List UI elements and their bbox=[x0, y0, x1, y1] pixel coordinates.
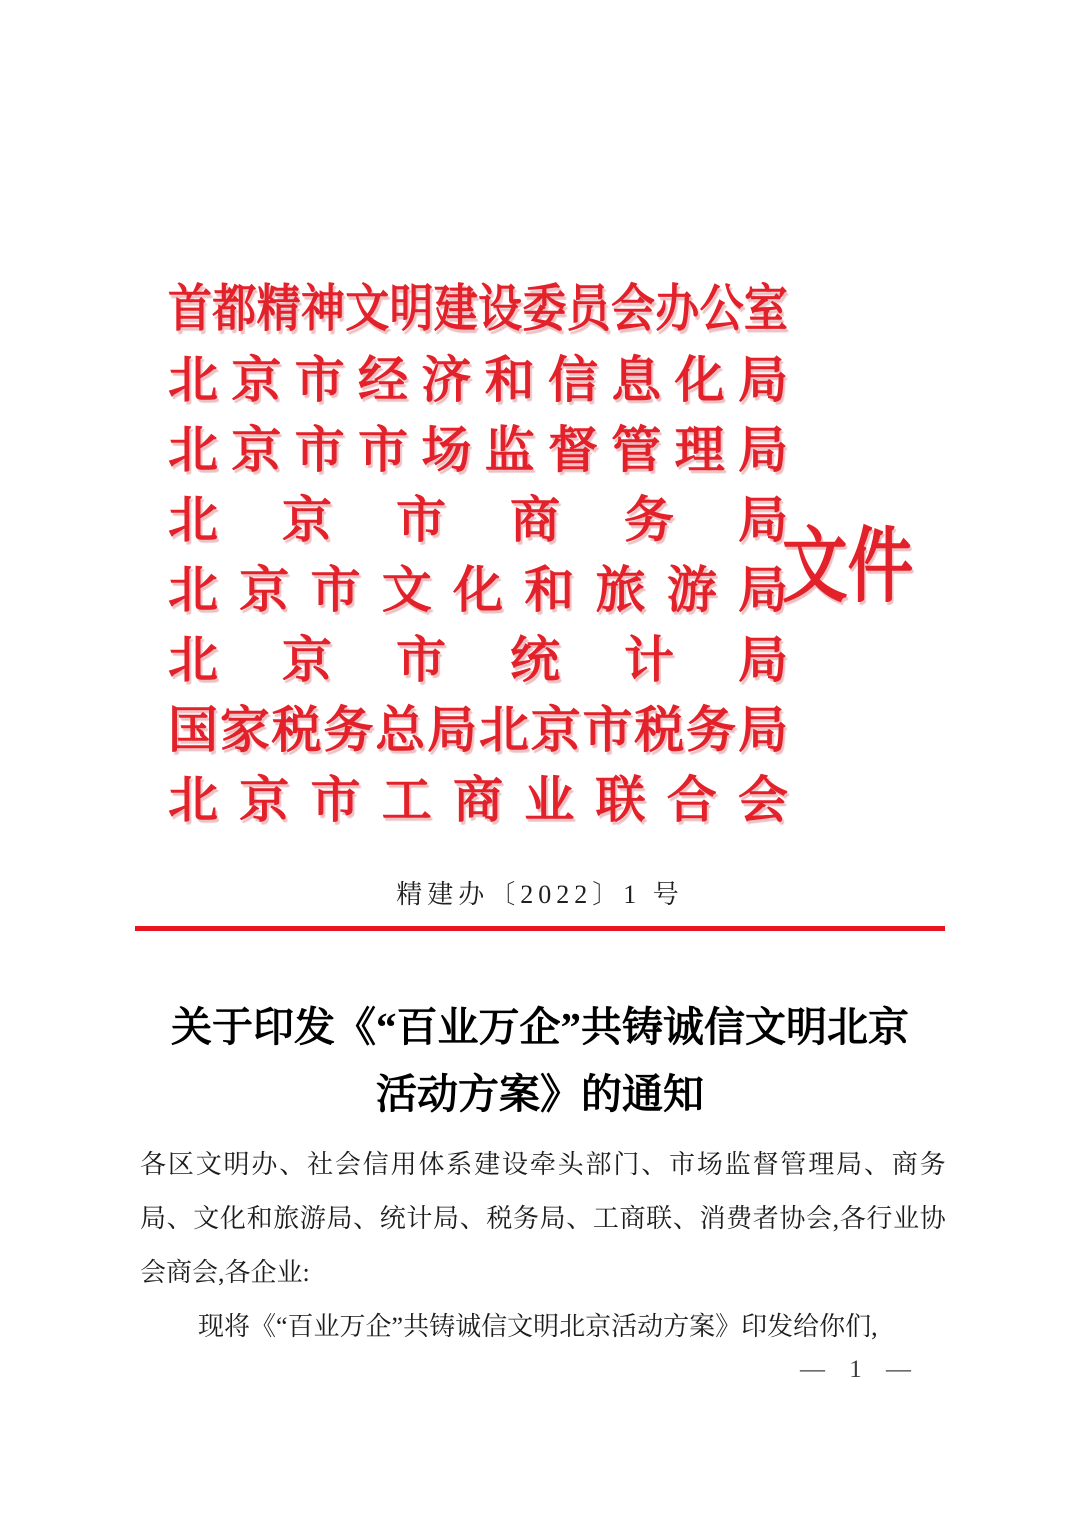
agency-line: 北 京 市 经 济 和 信 息 化 局 bbox=[168, 352, 788, 408]
document-label: 文件 bbox=[782, 521, 914, 612]
doc-number: 精建办〔2022〕1 号 bbox=[396, 880, 684, 909]
salutation-line: 会商会,各企业: bbox=[140, 1258, 310, 1287]
paragraph: 现将《“百业万企”共铸诚信文明北京活动方案》印发给你们, bbox=[198, 1312, 878, 1341]
agency-line: 北 京 市 统 计 局 bbox=[168, 632, 788, 688]
agency-line: 国 家 税 务 总 局 北 京 市 税 务 局 bbox=[168, 702, 788, 758]
agency-line: 北 京 市 文 化 和 旅 游 局 bbox=[168, 562, 788, 618]
salutation-line: 各 区 文 明 办 、 社 会 信 用 体 系 建 设 牵 头 部 门 、 市 场 监 督 管 理 局 、 商 务 bbox=[140, 1150, 946, 1179]
agency-line: 北 京 市 工 商 业 联 合 会 bbox=[168, 772, 788, 828]
salutation-line: 局 、 文 化 和 旅 游 局 、 统 计 局 、 税 务 局 、 工 商 联 、 消 费 者 协 会 , 各 行 业 协 bbox=[140, 1204, 946, 1233]
document-title-line1: 关于印发《“百业万企”共铸诚信文明北京 bbox=[171, 1004, 909, 1050]
letterhead bbox=[168, 275, 788, 835]
agency-line: 首 都 精 神 文 明 建 设 委 员 会 办 公 室 bbox=[168, 281, 788, 338]
page-number: — 1 — bbox=[800, 1356, 920, 1383]
document-body bbox=[140, 1138, 946, 1354]
document-title-line2: 活动方案》的通知 bbox=[376, 1071, 704, 1117]
agency-line: 北 京 市 商 务 局 bbox=[168, 492, 788, 548]
document-title bbox=[0, 994, 1080, 1128]
agency-line: 北 京 市 市 场 监 督 管 理 局 bbox=[168, 422, 788, 478]
red-divider bbox=[135, 926, 945, 931]
